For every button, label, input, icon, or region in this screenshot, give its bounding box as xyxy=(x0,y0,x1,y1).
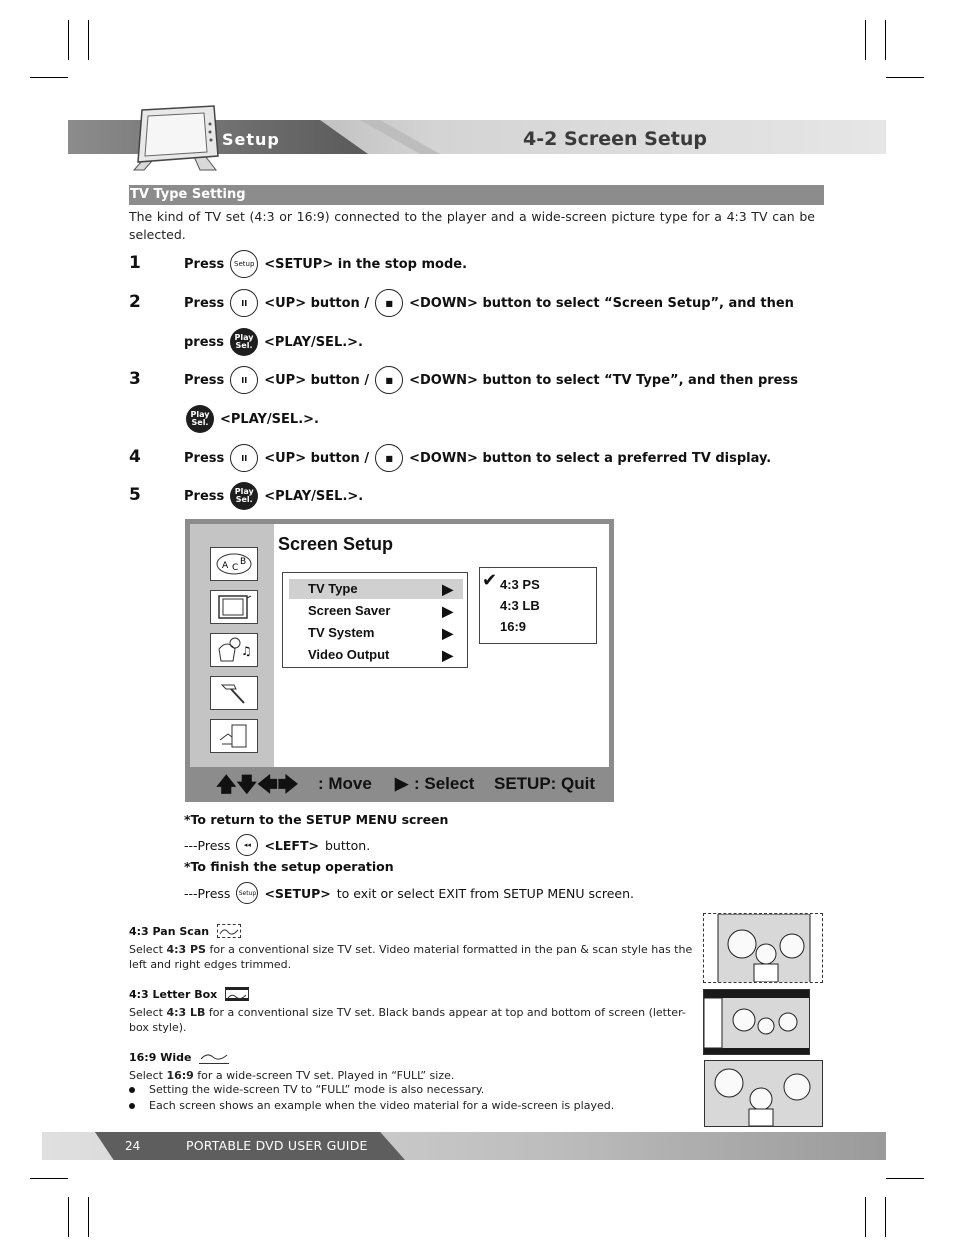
osd-options xyxy=(479,567,597,644)
portable-dvd-icon xyxy=(130,104,222,174)
step-text: Press xyxy=(184,488,225,504)
def-heading: 4:3 Letter Box xyxy=(129,987,218,1001)
pan-scan-icon xyxy=(217,924,241,938)
step-line xyxy=(184,366,798,394)
bullet-icon xyxy=(129,1087,135,1093)
svg-text:C: C xyxy=(232,563,239,573)
step-text: Press xyxy=(184,256,225,272)
wide-illustration xyxy=(704,1060,823,1127)
intro-paragraph: The kind of TV set (4:3 or 16:9) connected to the player and a wide-screen picture type for a 4:3 TV can be selected. xyxy=(129,209,815,242)
play-label: Play xyxy=(234,333,254,342)
def-select: Select xyxy=(129,1069,167,1082)
step-text: <DOWN> button to select “Screen Setup”, and then xyxy=(409,295,794,311)
menu-item-video-output[interactable] xyxy=(289,645,463,665)
down-button-icon: ■ xyxy=(375,366,403,394)
crop-mark xyxy=(30,77,68,78)
svg-text:♫: ♫ xyxy=(241,644,252,658)
menu-item-screen-saver[interactable] xyxy=(289,601,463,621)
menu-item-label: Screen Saver xyxy=(308,603,391,618)
subsection-title: TV Type Setting xyxy=(130,187,246,202)
setup-menu-screen xyxy=(185,519,614,802)
crop-mark xyxy=(885,1197,886,1237)
note-text: button. xyxy=(324,837,371,853)
step-text: Press xyxy=(184,295,225,311)
play-label: Play xyxy=(190,410,210,419)
select-hint: : Select xyxy=(414,774,475,793)
step-text: <SETUP> in the stop mode. xyxy=(264,256,468,272)
def-select: Select xyxy=(129,1006,167,1019)
def-text: for a conventional size TV set. Video material formatted in the pan & scan style has the left and right edges trimmed. xyxy=(129,943,693,971)
letter-box-icon xyxy=(225,987,249,1001)
step-text: <UP> button / xyxy=(264,372,370,388)
note-text: ---Press xyxy=(184,885,231,901)
osd-main-panel xyxy=(274,524,609,767)
pan-scan-illustration xyxy=(703,913,823,983)
def-select: Select xyxy=(129,943,167,956)
note-key: <LEFT> xyxy=(264,837,319,853)
note-text: ---Press xyxy=(184,837,231,853)
play-arrow-icon: ▶ xyxy=(442,603,453,619)
bullet-icon xyxy=(129,1103,135,1109)
play-label: Play xyxy=(234,487,254,496)
step-text: <PLAY/SEL.>. xyxy=(264,488,364,504)
sel-label: Sel. xyxy=(235,341,253,350)
def-body-letter-box xyxy=(129,1005,699,1035)
menu-item-tv-type[interactable] xyxy=(289,579,463,599)
move-hint: : Move xyxy=(318,774,372,793)
step-line xyxy=(186,405,319,433)
crop-mark xyxy=(88,1197,89,1237)
wide-icon xyxy=(199,1050,229,1064)
crop-mark xyxy=(865,20,866,60)
option-4-3-lb[interactable]: 4:3 LB xyxy=(500,598,540,613)
play-arrow-icon: ▶ xyxy=(442,581,453,597)
bullet-item xyxy=(129,1083,484,1096)
return-instruction xyxy=(184,834,370,856)
step-line xyxy=(184,444,771,472)
step-number: 4 xyxy=(129,447,141,467)
option-16-9[interactable]: 16:9 xyxy=(500,619,527,634)
svg-text:B: B xyxy=(240,557,247,567)
step-number: 3 xyxy=(129,369,141,389)
setup-button-icon: Setup xyxy=(230,250,258,278)
crop-mark xyxy=(886,77,924,78)
crop-mark xyxy=(886,1178,924,1179)
sel-label: Sel. xyxy=(191,418,209,427)
crop-mark xyxy=(68,20,69,60)
step-text: <PLAY/SEL.>. xyxy=(264,334,363,350)
crop-mark xyxy=(88,20,89,60)
crop-mark xyxy=(865,1197,866,1237)
def-heading-pan-scan xyxy=(129,924,241,938)
tv-screen-icon xyxy=(210,590,258,624)
play-arrow-icon: ▶ xyxy=(442,625,453,641)
option-4-3-ps[interactable]: 4:3 PS xyxy=(500,577,540,592)
section-label: Setup xyxy=(222,130,280,149)
language-icon xyxy=(210,547,258,581)
play-sel-button-icon xyxy=(186,405,214,433)
osd-footer-bar xyxy=(190,769,609,799)
step-text: Press xyxy=(184,450,225,466)
step-text: Press xyxy=(184,372,225,388)
step-line xyxy=(184,250,467,278)
up-button-icon: II xyxy=(230,289,258,317)
down-button-icon: ■ xyxy=(375,289,403,317)
step-text: <PLAY/SEL.>. xyxy=(220,411,319,427)
sel-label: Sel. xyxy=(235,495,253,504)
osd-menu xyxy=(282,572,468,668)
menu-item-label: TV System xyxy=(308,625,375,640)
svg-text:A: A xyxy=(222,561,229,571)
quit-hint: SETUP: Quit xyxy=(494,774,596,793)
bullet-item xyxy=(129,1099,614,1112)
def-body-wide xyxy=(129,1068,699,1083)
step-text: <DOWN> button to select “TV Type”, and then press xyxy=(409,372,798,388)
step-line xyxy=(184,289,794,317)
left-button-icon: ◂◂ xyxy=(236,834,258,856)
def-text: for a conventional size TV set. Black bands appear at top and bottom of screen (letter-box style). xyxy=(129,1006,686,1034)
def-heading-wide xyxy=(129,1050,229,1064)
finish-heading: *To finish the setup operation xyxy=(184,859,394,874)
step-text: <UP> button / xyxy=(264,450,370,466)
arrow-keys-icon: 🡅🡇🡄🡆 xyxy=(216,774,299,796)
step-line xyxy=(184,482,363,510)
def-text: for a wide-screen TV set. Played in “FULL” size. xyxy=(193,1069,455,1082)
play-sel-button-icon xyxy=(230,482,258,510)
def-heading-letter-box xyxy=(129,987,249,1001)
step-text: press xyxy=(184,334,225,350)
bullet-text: Setting the wide-screen TV to “FULL” mode is also necessary. xyxy=(149,1083,485,1096)
menu-item-label: Video Output xyxy=(308,647,390,662)
note-key: <SETUP> xyxy=(264,885,331,901)
up-button-icon: II xyxy=(230,444,258,472)
step-number: 5 xyxy=(129,485,141,505)
menu-item-label: TV Type xyxy=(308,581,358,596)
def-key: 4:3 LB xyxy=(166,1006,206,1019)
check-icon: ✔ xyxy=(482,570,498,591)
down-button-icon: ■ xyxy=(375,444,403,472)
play-arrow-icon: ▶ xyxy=(442,647,453,663)
bullet-text: Each screen shows an example when the video material for a wide-screen is played. xyxy=(149,1099,615,1112)
setup-button-icon: Setup xyxy=(236,882,258,904)
hammer-icon xyxy=(210,676,258,710)
audio-icon xyxy=(210,633,258,667)
crop-mark xyxy=(885,20,886,60)
step-number: 1 xyxy=(129,253,141,273)
step-text: <DOWN> button to select a preferred TV display. xyxy=(409,450,772,466)
def-heading: 16:9 Wide xyxy=(129,1050,192,1064)
footer-guide-title: PORTABLE DVD USER GUIDE xyxy=(186,1138,368,1153)
page-number: 24 xyxy=(125,1139,141,1153)
letter-box-illustration xyxy=(703,989,810,1055)
menu-item-tv-system[interactable] xyxy=(289,623,463,643)
note-text: to exit or select EXIT from SETUP MENU screen. xyxy=(336,885,635,901)
def-body-pan-scan xyxy=(129,942,699,972)
finish-instruction xyxy=(184,882,634,904)
play-sel-button-icon xyxy=(230,328,258,356)
up-button-icon: II xyxy=(230,366,258,394)
osd-icon-sidebar xyxy=(190,524,274,767)
def-heading: 4:3 Pan Scan xyxy=(129,924,210,938)
play-arrow-icon: ▶ xyxy=(395,774,409,793)
step-line xyxy=(184,328,363,356)
step-number: 2 xyxy=(129,292,141,312)
page-title: 4-2 Screen Setup xyxy=(523,128,707,150)
osd-title: Screen Setup xyxy=(278,534,394,554)
crop-mark xyxy=(30,1178,68,1179)
crop-mark xyxy=(68,1197,69,1237)
exit-icon xyxy=(210,719,258,753)
def-key: 4:3 PS xyxy=(166,943,206,956)
return-heading: *To return to the SETUP MENU screen xyxy=(184,812,449,827)
def-key: 16:9 xyxy=(166,1069,194,1082)
step-text: <UP> button / xyxy=(264,295,370,311)
